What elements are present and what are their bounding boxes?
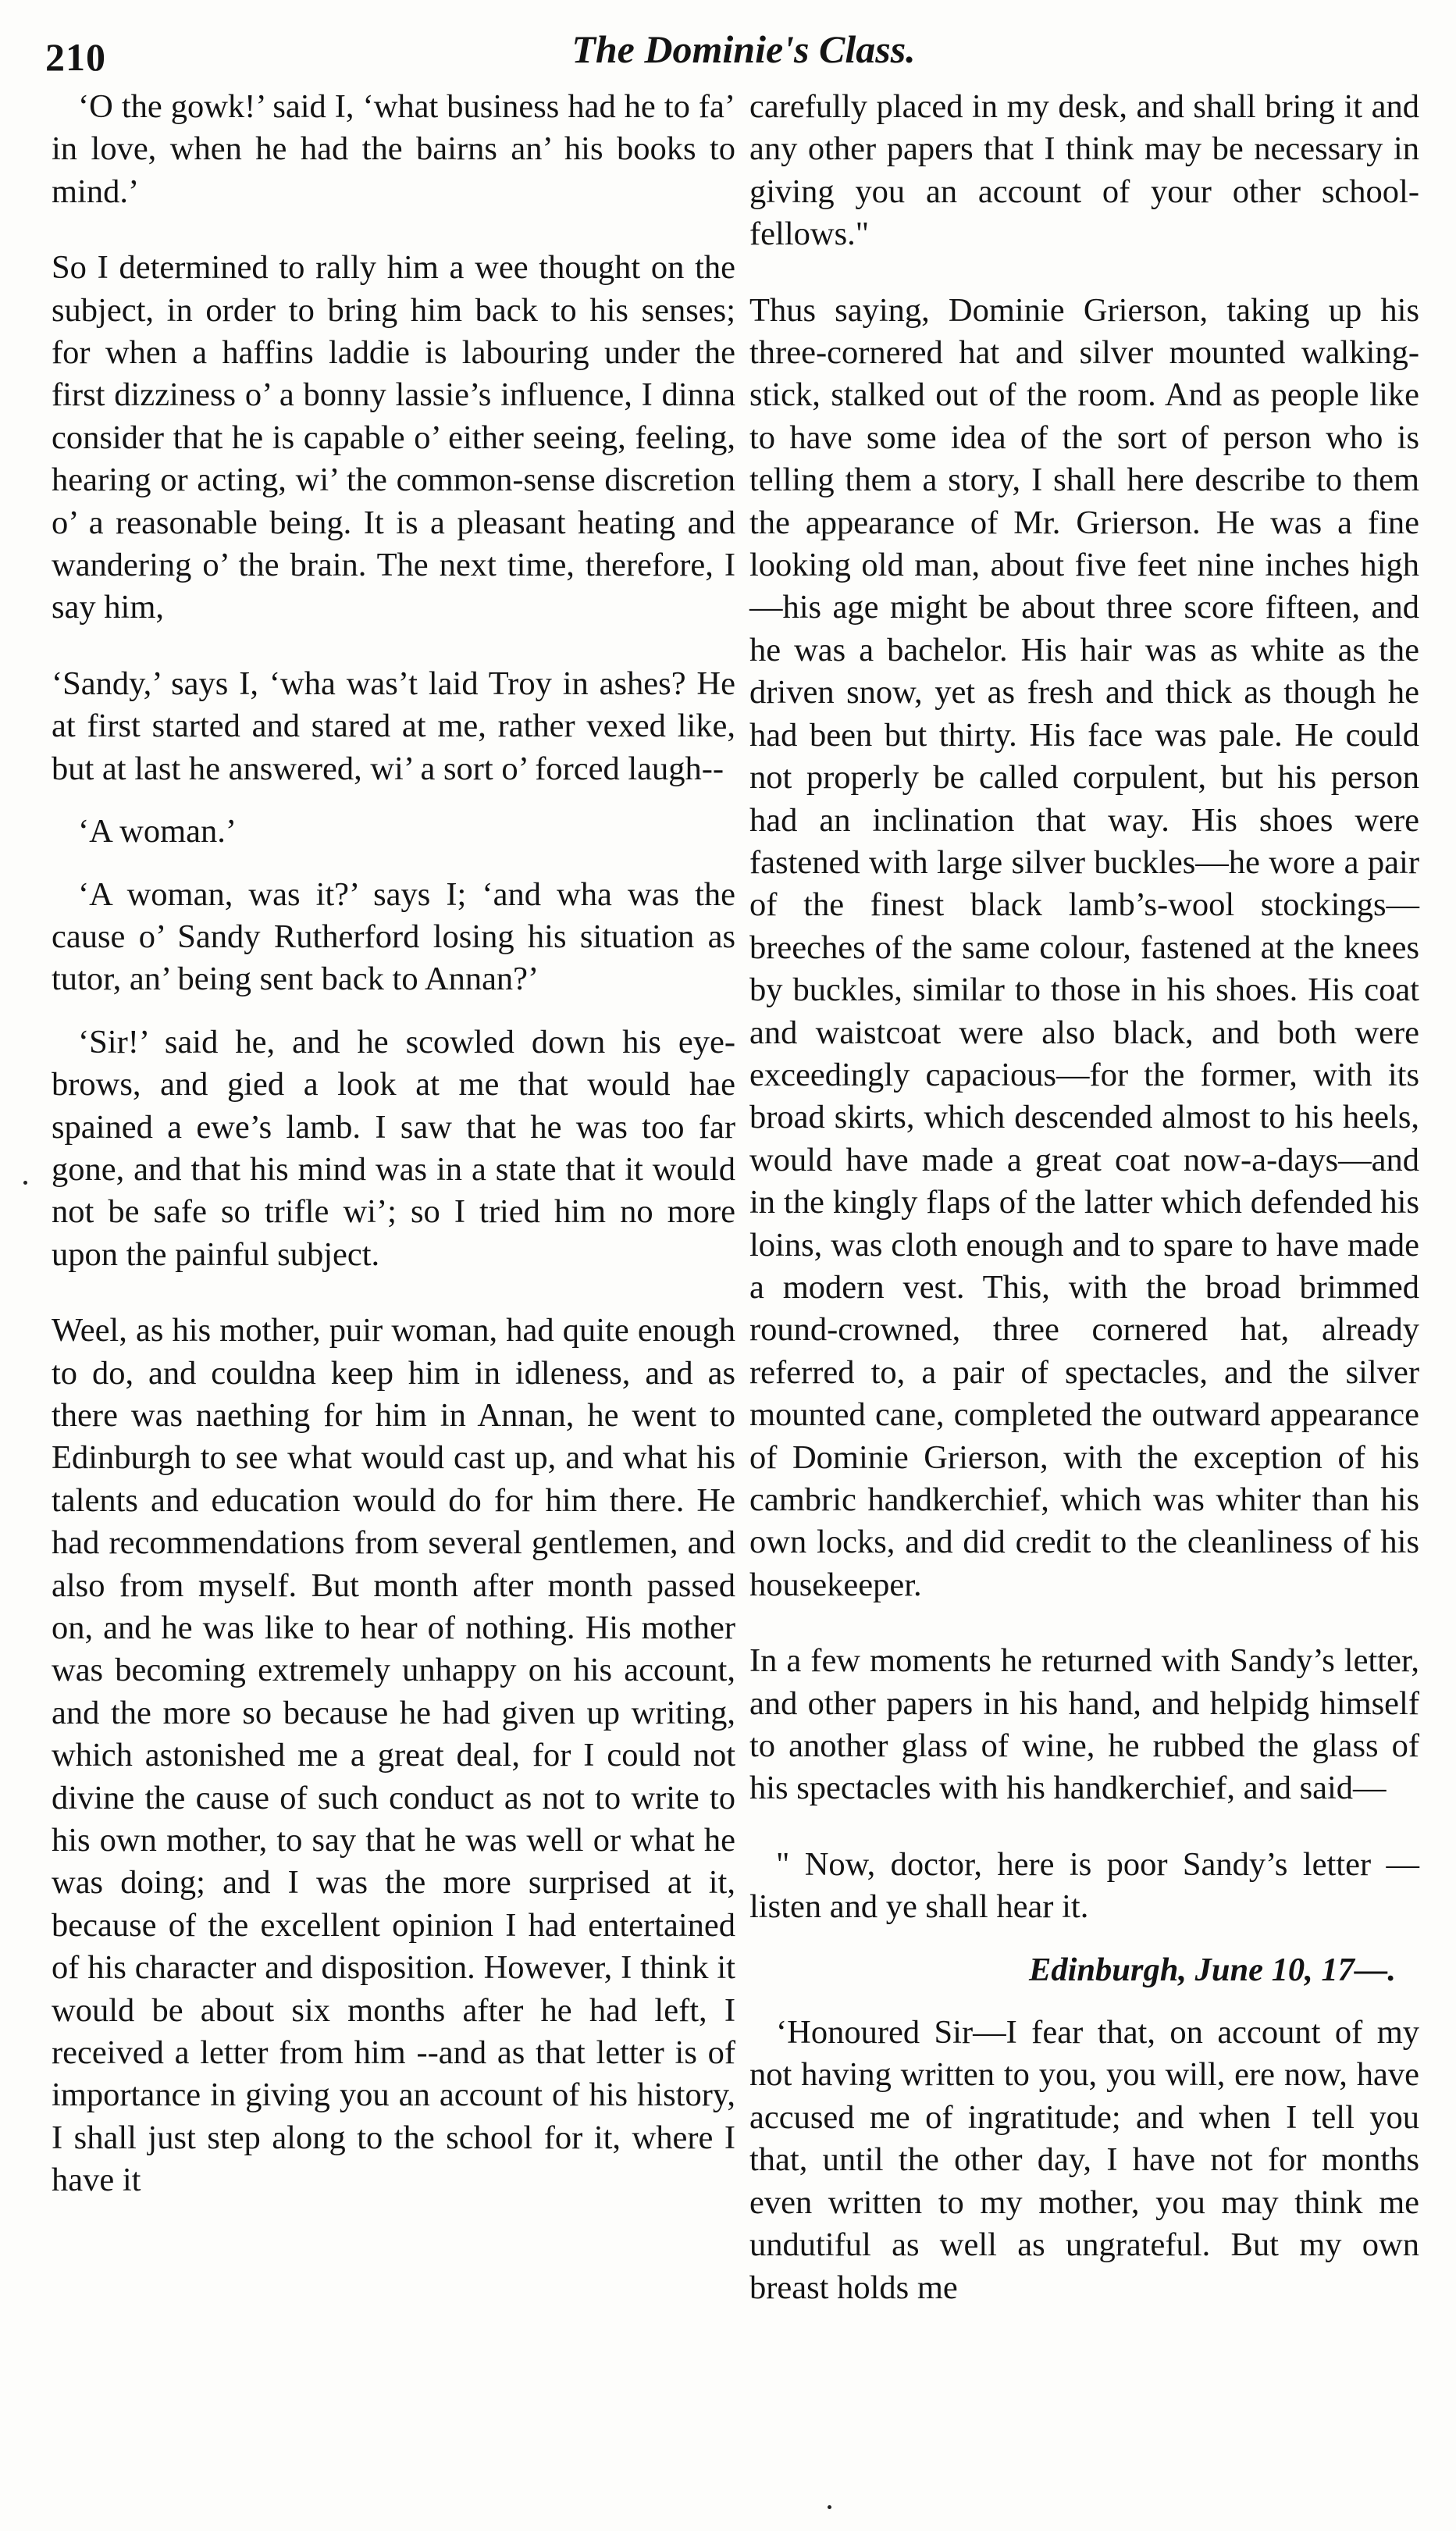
paragraph: In a few moments he returned with Sandy’s letter, and other papers in his hand, and helpidg himself to another glass of wine, he rubbed the glass of his spectacles with his handkerchief, and said— (749, 1642, 1419, 1807)
right-column (749, 86, 1419, 2309)
page-number: 210 (45, 35, 106, 79)
print-speck (23, 1181, 27, 1185)
paragraph: ‘O the gowk!’ said I, ‘what business had he to fa’ in love, when he had the bairns an’ his books to mind.’ (52, 88, 735, 210)
paragraph: ‘Honoured Sir—I fear that, on account of my not having written to you, you will, ere now, have accused me of ingratitude; and when I tell you that, until the other day, I have not for months even written to my mother, you may think me undutiful as well as ungrateful. But my own breast holds me (749, 2014, 1419, 2306)
paragraph: " Now, doctor, here is poor Sandy’s letter —listen and ye shall hear it. (749, 1845, 1419, 1926)
paragraph: ‘Sandy,’ says I, ‘wha was’t laid Troy in ashes? He at first started and stared at me, rather vexed like, but at last he answered, wi’ a sort o’ forced laugh-- (52, 665, 735, 787)
print-speck (828, 2505, 831, 2509)
letter-dateline: Edinburgh, June 10, 17—. (1029, 1951, 1396, 1988)
paragraph: ‘A woman.’ (78, 813, 237, 850)
paragraph: Weel, as his mother, puir woman, had quite enough to do, and couldna keep him in idleness, and as there was naething for him in Annan, he went to Edinburgh to see what would cast up, and what his talents and education would do for him there. He had recommendations from several gentlemen, and also from myself. But month after month passed on, and he was like to hear of nothing. His mother was becoming extremely unhappy on his account, and the more so because he had given up writing, which astonished me a great deal, for I could not divine the cause of such conduct as not to write to his own mother, to say that he was well or what he was doing; and I was the more surprised at it, because of the excellent opinion I had entertained of his character and disposition. However, I think it would be about six months after he had left, I received a letter from him --and as that letter is of importance in giving you an account of his history, I shall just step along to the school for it, where I have it (52, 1312, 735, 2199)
paragraph: ‘Sir!’ said he, and he scowled down his eye-brows, and gied a look at me that would hae spained a ewe’s lamb. I saw that he was too far gone, and that his mind was in a state that it would not be safe so trifle wi’; so I tried him no more upon the painful subject. (52, 1023, 735, 1273)
paragraph: ‘A woman, was it?’ says I; ‘and wha was the cause o’ Sandy Rutherford losing his situation as tutor, an’ being sent back to Annan?’ (52, 875, 735, 998)
running-title: The Dominie's Class. (571, 27, 916, 71)
left-column (52, 86, 735, 2202)
paragraph: carefully placed in my desk, and shall bring it and any other papers that I think may be necessary in giving you an account of your other school-fellows." (749, 88, 1419, 253)
paragraph: So I determined to rally him a wee thought on the subject, in order to bring him back to his senses; for when a haffins laddie is labouring under the first dizziness o’ a bonny lassie’s influence, I dinna consider that he is capable o’ either seeing, feeling, hearing or acting, wi’ the common-sense discretion o’ a reasonable being. It is a pleasant heating and wandering o’ the brain. The next time, therefore, I say him, (52, 249, 735, 626)
paragraph: Thus saying, Dominie Grierson, taking up his three-cornered hat and silver mounted walking-stick, stalked out of the room. And as people like to have some idea of the sort of person who is telling them a story, I shall here describe to them the appearance of Mr. Grierson. He was a fine looking old man, about five feet nine inches high—his age might be about three score fifteen, and he was a bachelor. His hair was as white as the driven snow, yet as fresh and thick as though he had been but thirty. His face was pale. He could not properly be called corpulent, but his person had an inclination that way. His shoes were fastened with large silver buckles—he wore a pair of the finest black lamb’s-wool stockings—breeches of the same colour, fastened at the knees by buckles, similar to those in his shoes. His coat and waistcoat were also black, and both were exceedingly capacious—for the former, with its broad skirts, which descended almost to his heels, would have made a great coat now-a-days—and in the kingly flaps of the latter which defended his loins, was cloth enough and to spare to have made a modern vest. This, with the broad brimmed round-crowned, three cornered hat, already referred to, a pair of spectacles, and the silver mounted cane, completed the outward appearance of Dominie Grierson, with the exception of his cambric handkerchief, which was whiter than his own locks, and did credit to the cleanliness of his housekeeper. (749, 291, 1419, 1603)
